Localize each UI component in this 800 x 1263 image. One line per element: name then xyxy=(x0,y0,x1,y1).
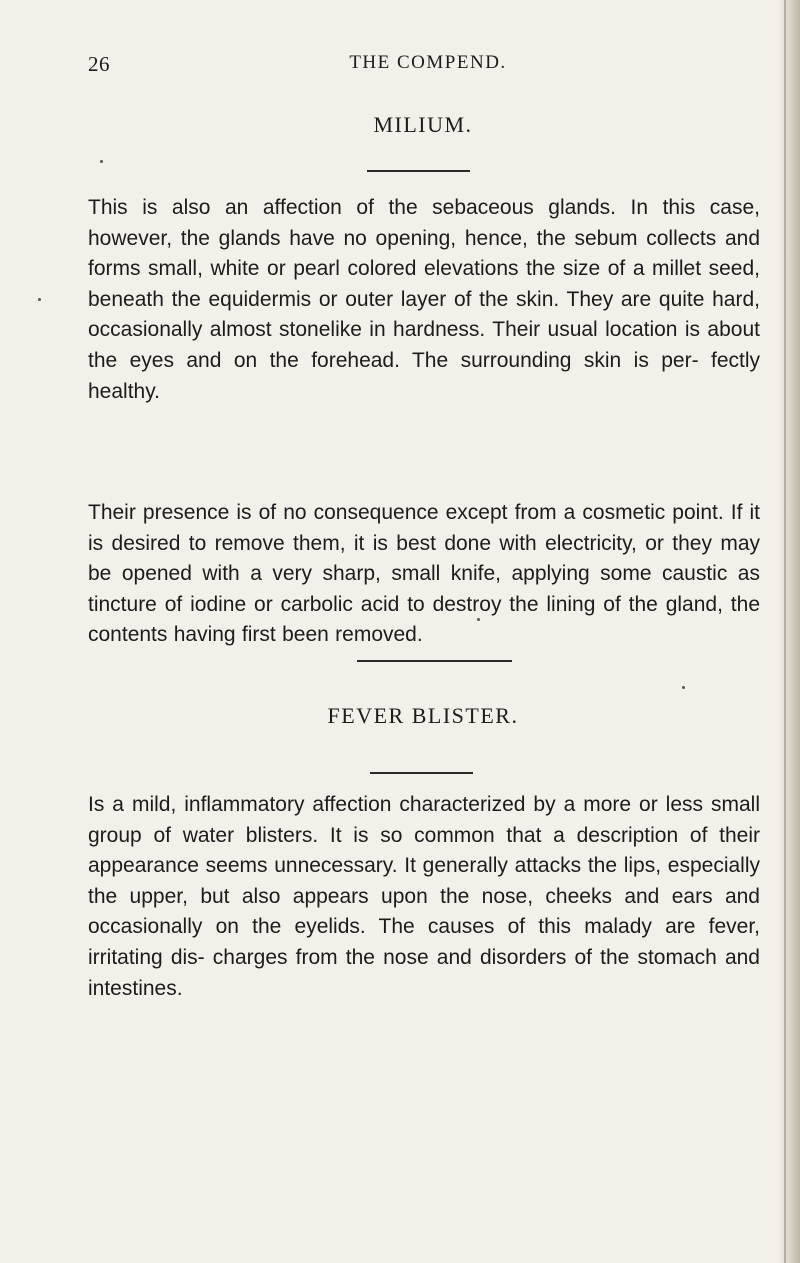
paper-speck xyxy=(682,686,685,689)
page-header xyxy=(88,52,748,82)
paper-speck xyxy=(38,298,41,301)
page-edge-shadow xyxy=(778,0,800,1263)
section-title-fever-blister: FEVER BLISTER. xyxy=(327,703,519,728)
section-title-milium: MILIUM. xyxy=(373,112,473,137)
section-divider xyxy=(357,660,512,662)
section-divider xyxy=(367,170,470,172)
paper-speck xyxy=(100,160,103,163)
running-head: THE COMPEND. xyxy=(349,52,507,73)
paragraph-milium-1: This is also an affection of the sebaceous glands. In this case, however, the glands have no opening, hence, the sebum collects and forms small, white or pearl colored elevations the size of a millet seed, beneath the equidermis or outer layer of the skin. They are quite hard, occasionally almost stonelike in hardness. Their usual location is about the eyes and on the forehead. The surrounding skin is per- fectly healthy. xyxy=(88,196,760,403)
section-divider xyxy=(370,772,473,774)
paragraph-fever-blister-1: Is a mild, inflammatory affection characterized by a more or less small group of water blisters. It is so common that a description of their appearance seems unnecessary. It generally attacks the lips, especially the upper, but also appears upon the nose, cheeks and ears and occasionally on the eyelids. The causes of this malady are fever, irritating dis- charges from the nose and disorders of the stomach and intestines. xyxy=(88,793,760,1000)
page-edge-line xyxy=(784,0,786,1263)
page-number: 26 xyxy=(88,52,110,76)
paper-speck xyxy=(477,618,480,621)
paragraph-milium-2: Their presence is of no consequence except from a cosmetic point. If it is desired to remove them, it is best done with electricity, or they may be opened with a very sharp, small knife, applying some caustic as tincture of iodine or carbolic acid to destroy the lining of the gland, the contents having first been removed. xyxy=(88,501,760,647)
